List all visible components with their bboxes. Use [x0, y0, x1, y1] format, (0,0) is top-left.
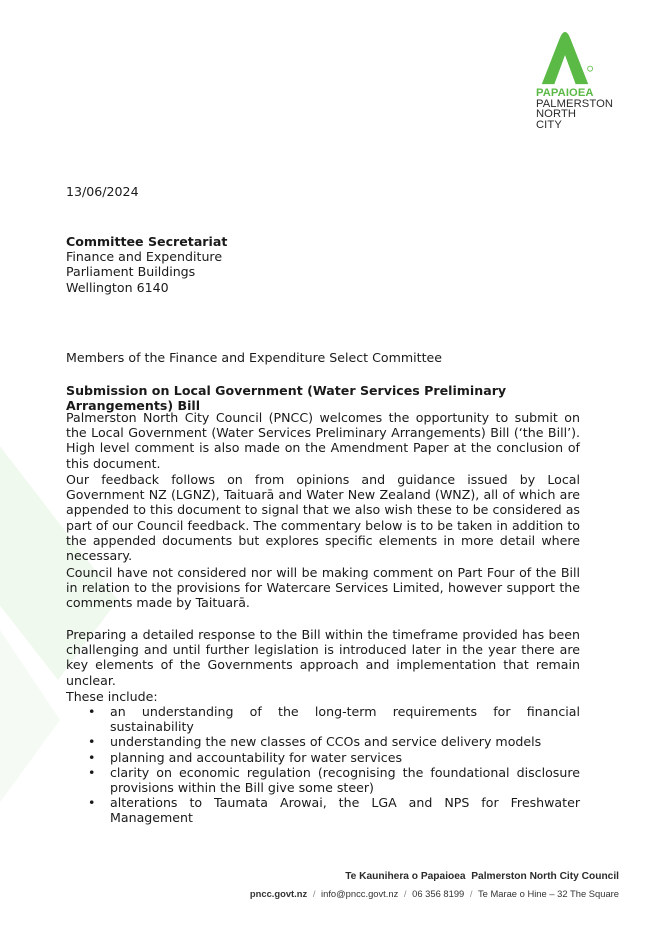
logo-name-line2: NORTH: [536, 108, 577, 121]
footer-separator: /: [403, 888, 407, 899]
list-item: • understanding the new classes of CCOs and service delivery models: [88, 734, 580, 749]
recipient-line-1: Finance and Expenditure: [66, 249, 223, 265]
logo-name-line1: PALMERSTON: [536, 97, 614, 110]
footer-website-link[interactable]: pncc.govt.nz: [249, 888, 308, 899]
footer-email-link[interactable]: info@pncc.govt.nz: [321, 888, 399, 899]
recipient-name: Committee Secretariat: [66, 234, 228, 249]
list-item: • an understanding of the long-term requirements for financial sustainability: [88, 704, 580, 734]
bullet-list: [88, 704, 580, 826]
recipient-address: [66, 234, 580, 295]
list-intro: These include:: [66, 689, 158, 704]
logo-name-maori: PAPAIOEA: [536, 87, 594, 99]
footer-council-maori: Te Kaunihera o Papaioea: [345, 871, 466, 882]
body-paragraph: Our feedback follows on from opinions and guidance issued by Local Government NZ (LGNZ), Taituarā and Water New Zealand (WNZ), all of which are appended to this document to signal that we also wish these to be considered as part of our Council feedback. The commentary below is to be taken in addition to the appended documents but explores specific elements in more detail where necessary.: [66, 472, 580, 564]
list-item: • clarity on economic regulation (recognising the foundational disclosure provisions within the Bill give some steer): [88, 765, 580, 795]
body-paragraph: Preparing a detailed response to the Bill within the timeframe provided has been challenging and until further legislation is introduced later in the year there are key elements of the Governments approach and implementation that remain unclear.: [66, 627, 580, 688]
list-item: • planning and accountability for water services: [88, 750, 580, 765]
footer-phone: 06 356 8199: [412, 888, 465, 899]
recipient-line-2: Parliament Buildings: [66, 264, 196, 280]
logo-name-line3: CITY: [536, 118, 562, 131]
salutation: Members of the Finance and Expenditure Select Committee: [66, 350, 443, 365]
council-logo: [536, 30, 626, 130]
list-item: • alterations to Taumata Arowai, the LGA and NPS for Freshwater Management: [88, 795, 580, 825]
footer-council-name: [345, 869, 619, 884]
footer-separator: /: [312, 888, 316, 899]
subject-heading: Submission on Local Government (Water Services Preliminary Arrangements) Bill: [66, 383, 507, 414]
footer-contact: [250, 886, 619, 901]
body-paragraph: Council have not considered nor will be making comment on Part Four of the Bill in relation to the provisions for Watercare Services Limited, however support the comments made by Taituarā.: [66, 565, 580, 611]
body-paragraph: Palmerston North City Council (PNCC) welcomes the opportunity to submit on the Local Government (Water Services Preliminary Arrangements) Bill (‘the Bill’). High level comment is also made on the Amendment Paper at the conclusion of this document.: [66, 410, 580, 471]
footer-council-english: Palmerston North City Council: [471, 871, 619, 882]
papaioea-peak-logo-icon: [536, 30, 594, 88]
letter-date: 13/06/2024: [66, 184, 139, 199]
footer-address: Te Marae o Hine – 32 The Square: [477, 888, 619, 899]
recipient-line-3: Wellington 6140: [66, 279, 169, 295]
footer-separator: /: [469, 888, 473, 899]
